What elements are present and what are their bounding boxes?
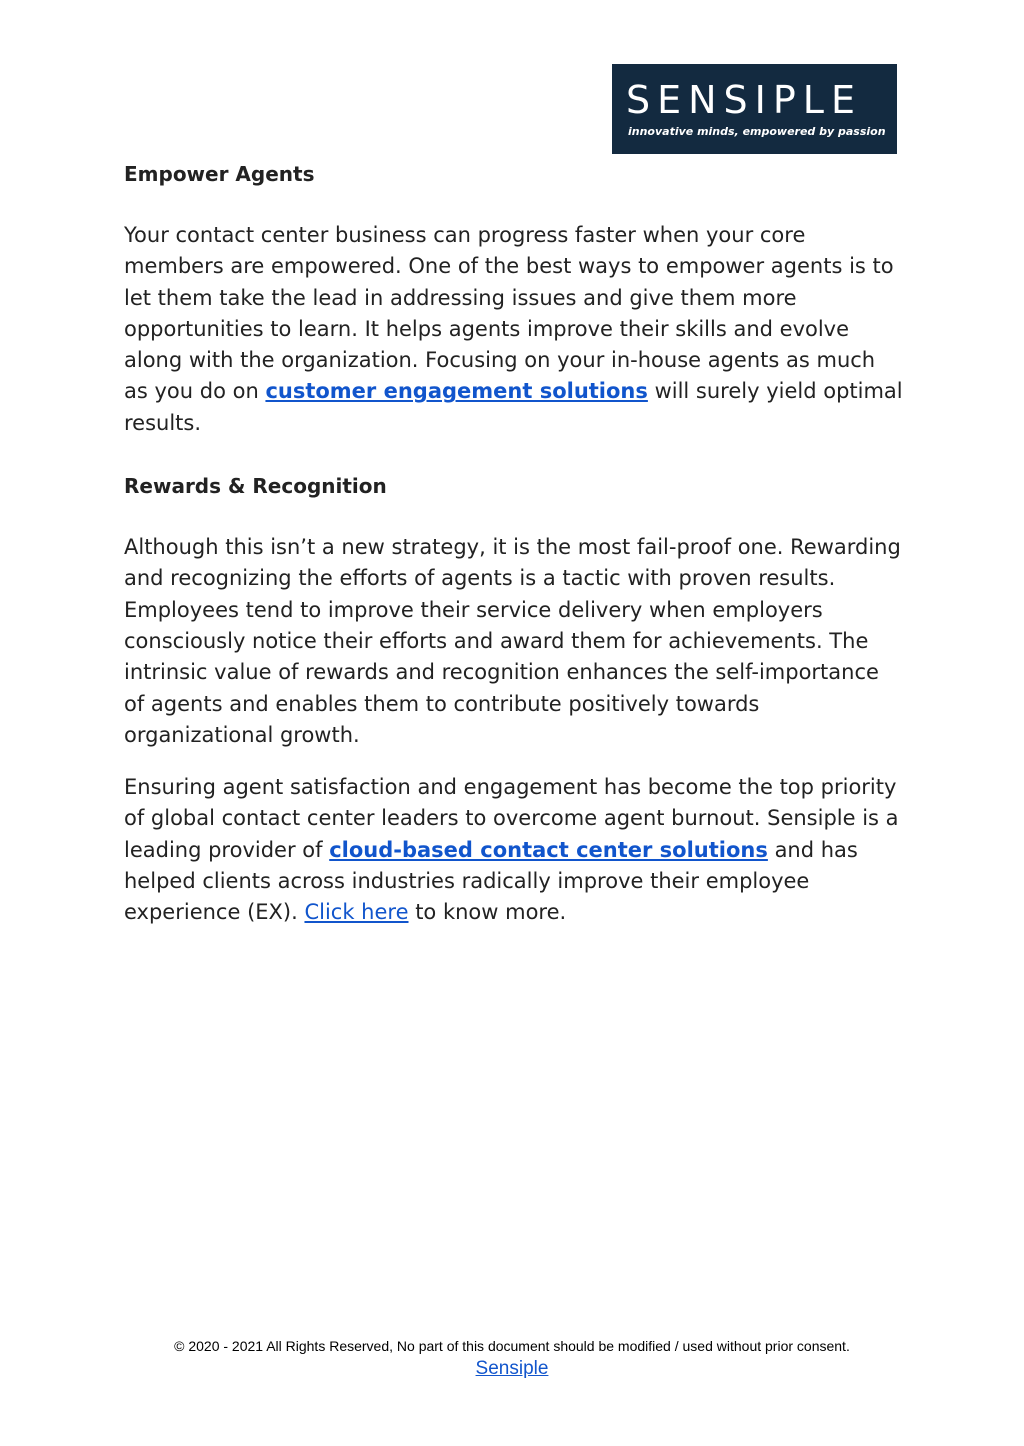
- customer-engagement-solutions-link[interactable]: customer engagement solutions: [265, 379, 648, 404]
- page-footer: [0, 1336, 1024, 1382]
- paragraph-text: to know more.: [408, 900, 567, 925]
- paragraph-rewards-2: [124, 772, 904, 928]
- paragraph-text: Your contact center business can progress faster when your core members are empowered. One of the best ways to empower agents is to let them take the lead in addressing issues and give them more opportunities to learn. It helps agents improve their skills and evolve along with the organization. Focusing on your in-house agents as much as you do on: [124, 223, 894, 404]
- paragraph-empower-agents: [124, 220, 904, 439]
- cloud-contact-center-solutions-link[interactable]: cloud-based contact center solutions: [329, 837, 768, 862]
- sensiple-logo: [612, 64, 897, 154]
- click-here-link[interactable]: Click here: [304, 900, 409, 925]
- paragraph-rewards-1: Although this isn’t a new strategy, it is the most fail-proof one. Rewarding and recognizing the efforts of agents is a tactic with proven results. Employees tend to improve their service delivery when employers consciously notice their efforts and award them for achievements. The intrinsic value of rewards and recognition enhances the self-importance of agents and enables them to contribute positively towards organizational growth.: [124, 535, 901, 747]
- footer-copyright: © 2020 - 2021 All Rights Reserved, No part of this document should be modified / used without prior consent.: [174, 1338, 850, 1354]
- paragraph-text: and has helped clients across industries radically improve their employee experience (EX).: [124, 837, 858, 925]
- heading-rewards-recognition: Rewards & Recognition: [124, 474, 387, 499]
- footer-sensiple-link[interactable]: Sensiple: [475, 1358, 549, 1379]
- logo-tagline: innovative minds, empowered by passion: [628, 125, 886, 138]
- document-body: [124, 158, 904, 929]
- heading-empower-agents: Empower Agents: [124, 162, 315, 186]
- logo-wordmark: SENSIPLE: [626, 78, 862, 122]
- paragraph-text: will surely yield optimal results.: [124, 379, 903, 435]
- paragraph-text: Ensuring agent satisfaction and engagement has become the top priority of global contact center leaders to overcome agent burnout. Sensiple is a leading provider of: [124, 775, 899, 862]
